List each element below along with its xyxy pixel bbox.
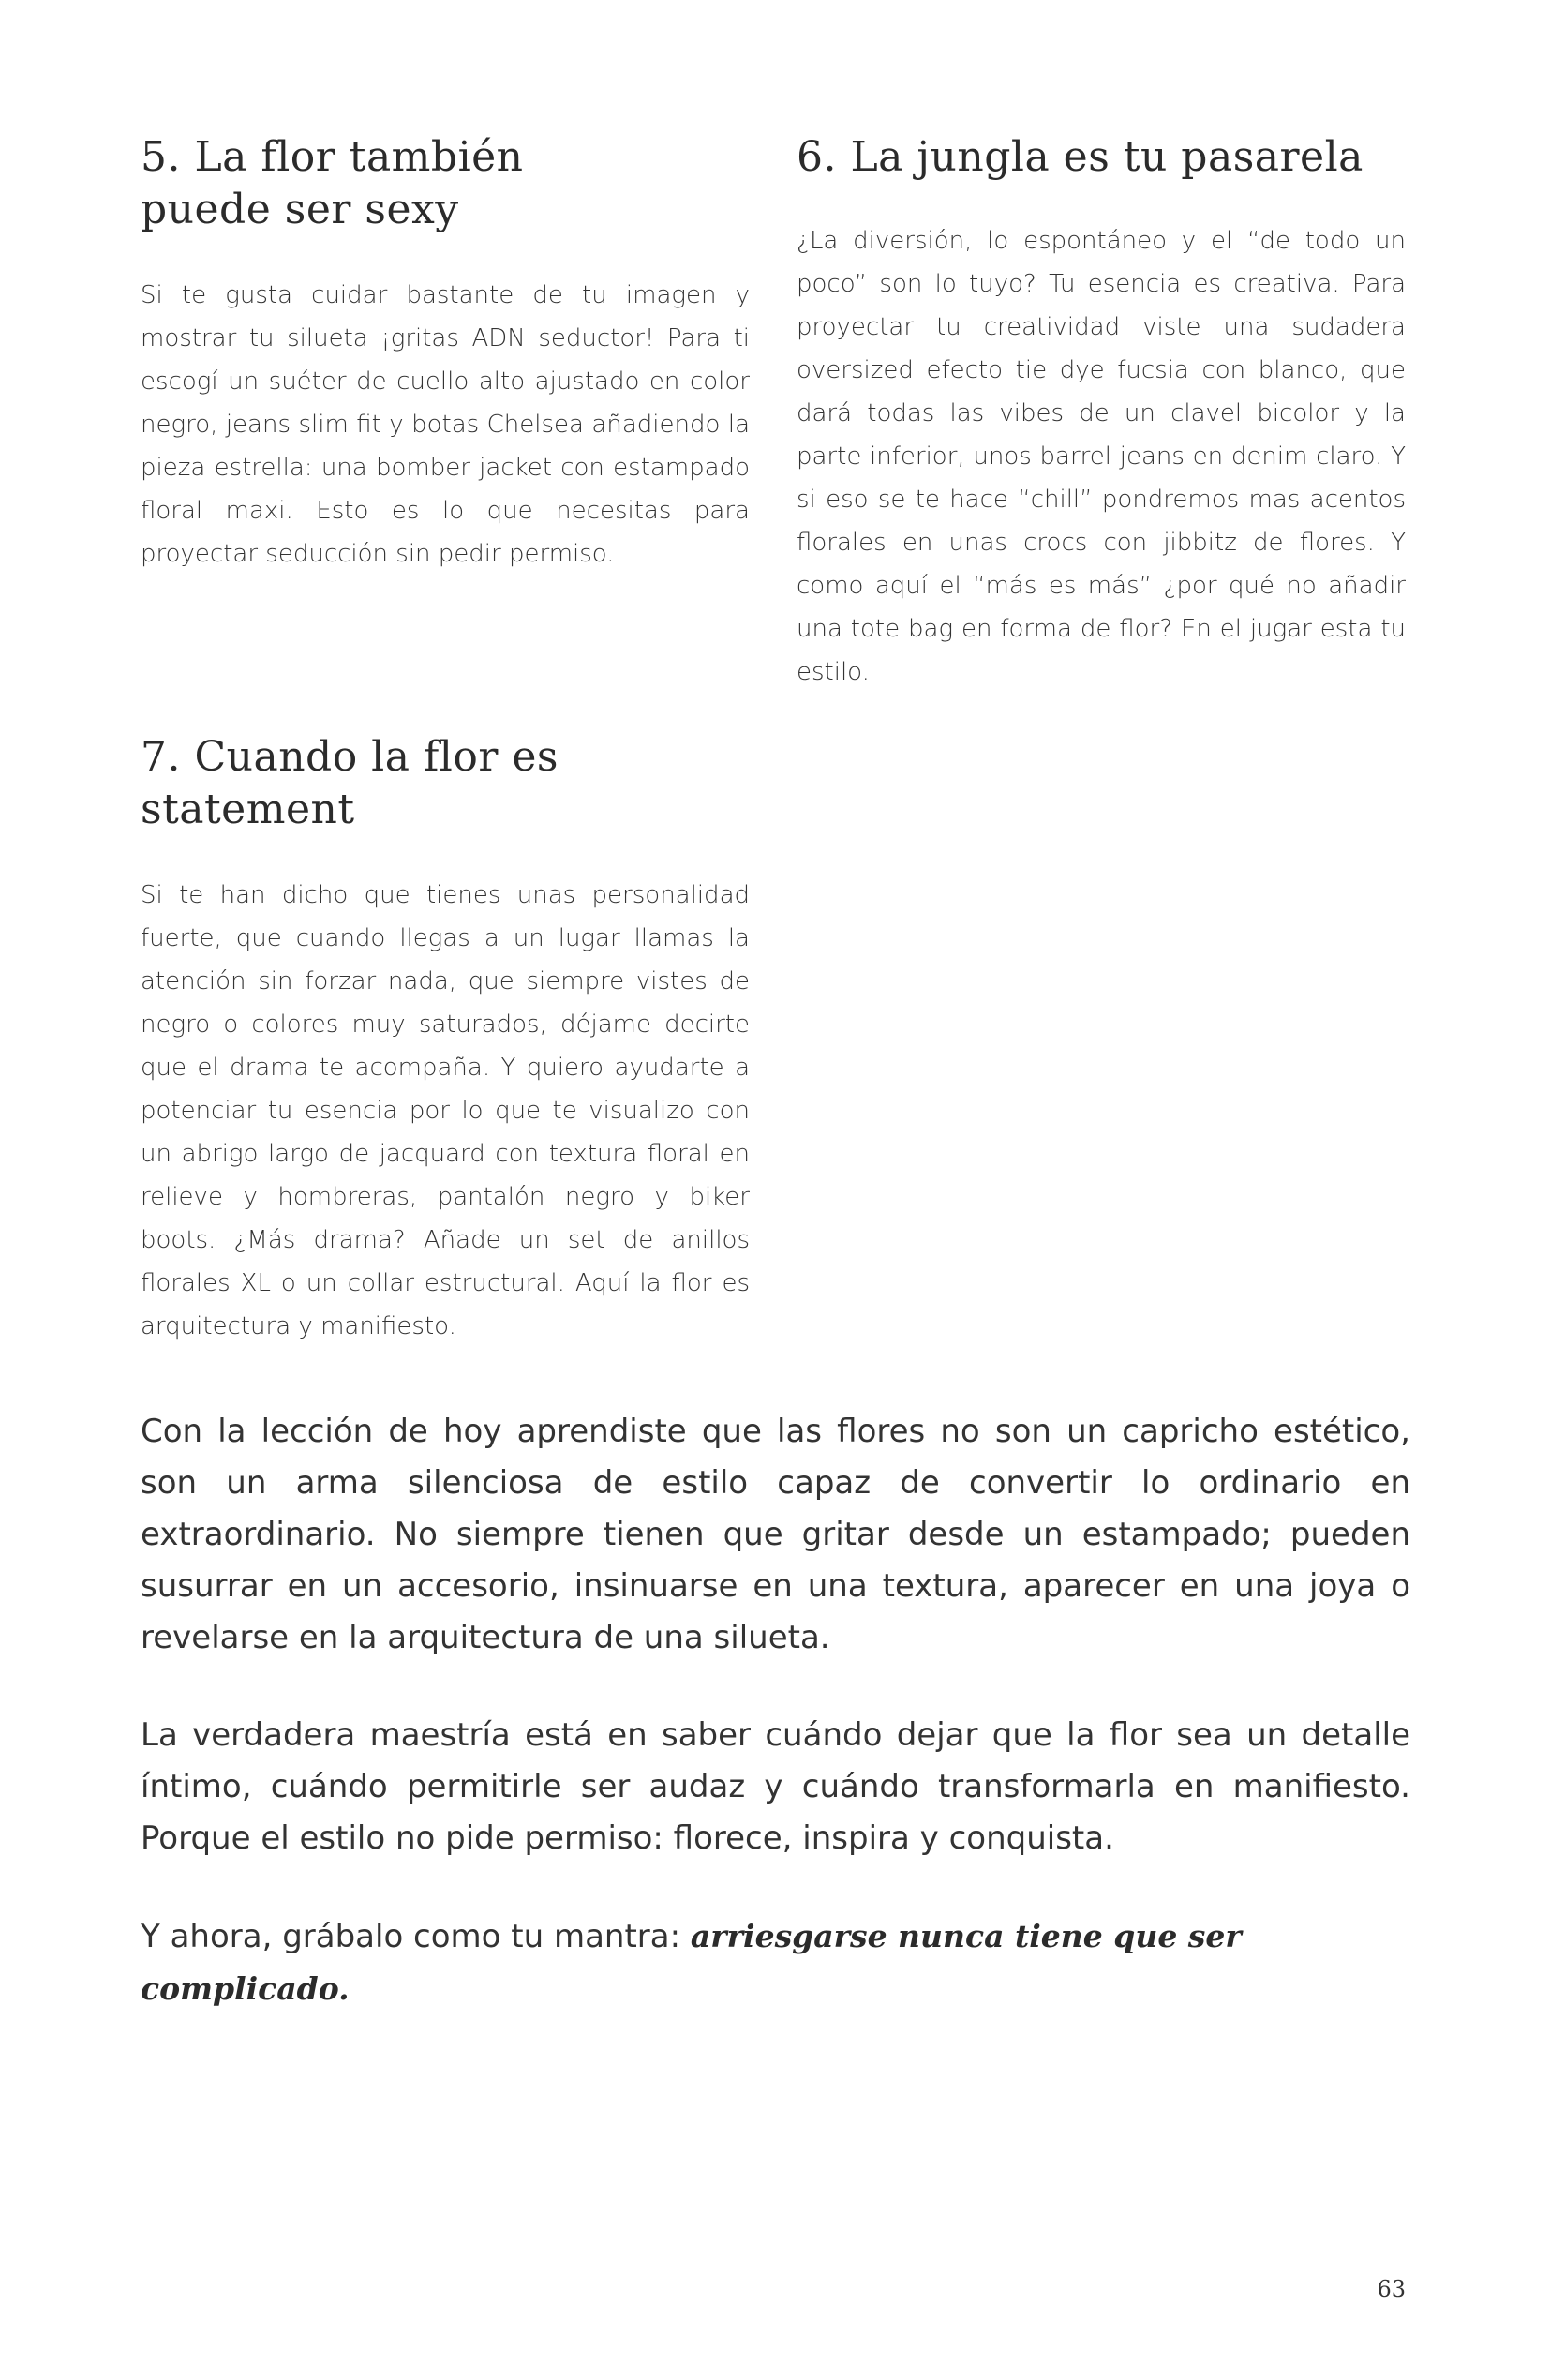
section-5 — [141, 131, 750, 576]
closing-paragraph-1: Con la lección de hoy aprendiste que las flores no son un capricho estético, son un arma silenciosa de estilo capaz de convertir lo ordinario en extraordinario. No siempre tienen que gritar desde un estampado; pueden susurrar en un accesorio, insinuarse en una textura, aparecer en una joya o revelarse en la arquitectura de una silueta. — [141, 1413, 1410, 1656]
section-7 — [141, 731, 750, 1348]
section-6-body: ¿La diversión, lo espontáneo y el “de todo un poco” son lo tuyo? Tu esencia es creativa. Para proyectar tu creatividad viste una sudadera oversized efecto tie dye fucsia con blanco, que dará todas las vibes de un clavel bicolor y la parte inferior, unos barrel jeans en denim claro. Y si eso se te hace “chill” pondremos mas acentos florales en unas crocs con jibbitz de flores. Y como aquí el “más es más” ¿por qué no añadir una tote bag en forma de flor? En el jugar esta tu estilo. — [797, 227, 1406, 686]
section-6 — [797, 131, 1406, 694]
mantra-intro: Y ahora, grábalo como tu mantra: — [141, 1918, 681, 1955]
section-5-heading — [141, 131, 750, 236]
section-5-heading-line1: 5. La flor también — [141, 133, 524, 181]
mantra-line — [141, 1910, 1410, 2015]
section-7-heading: 7. Cuando la flor es statement — [141, 733, 559, 833]
section-6-heading: 6. La jungla es tu pasarela — [797, 133, 1364, 181]
section-5-body: Si te gusta cuidar bastante de tu imagen y mostrar tu silueta ¡gritas ADN seductor! Para ti escogí un suéter de cuello alto ajustado en color negro, jeans slim fit y botas Chelsea añadiendo la pieza estrella: una bomber jacket con estampado floral maxi. Esto es lo que necesitas para proyectar seducción sin pedir permiso. — [141, 281, 750, 568]
closing-paragraph-2: La verdadera maestría está en saber cuándo dejar que la flor sea un detalle íntimo, cuándo permitirle ser audaz y cuándo transformarla en manifiesto. Porque el estilo no pide permiso: florece, inspira y conquista. — [141, 1716, 1410, 1857]
section-5-heading-line2: puede ser sexy — [141, 186, 459, 233]
closing-block — [141, 1406, 1410, 2061]
section-7-body: Si te han dicho que tienes unas personalidad fuerte, que cuando llegas a un lugar llamas la atención sin forzar nada, que siempre vistes de negro o colores muy saturados, déjame decirte que el drama te acompaña. Y quiero ayudarte a potenciar tu esencia por lo que te visualizo con un abrigo largo de jacquard con textura floral en relieve y hombreras, pantalón negro y biker boots. ¿Más drama? Añade un set de anillos florales XL o un collar estructural. Aquí la flor es arquitectura y manifiesto. — [141, 881, 750, 1340]
page-number: 63 — [1377, 2276, 1406, 2302]
mantra-text: arriesgarse nunca tiene que ser complicado. — [141, 1918, 1242, 2007]
